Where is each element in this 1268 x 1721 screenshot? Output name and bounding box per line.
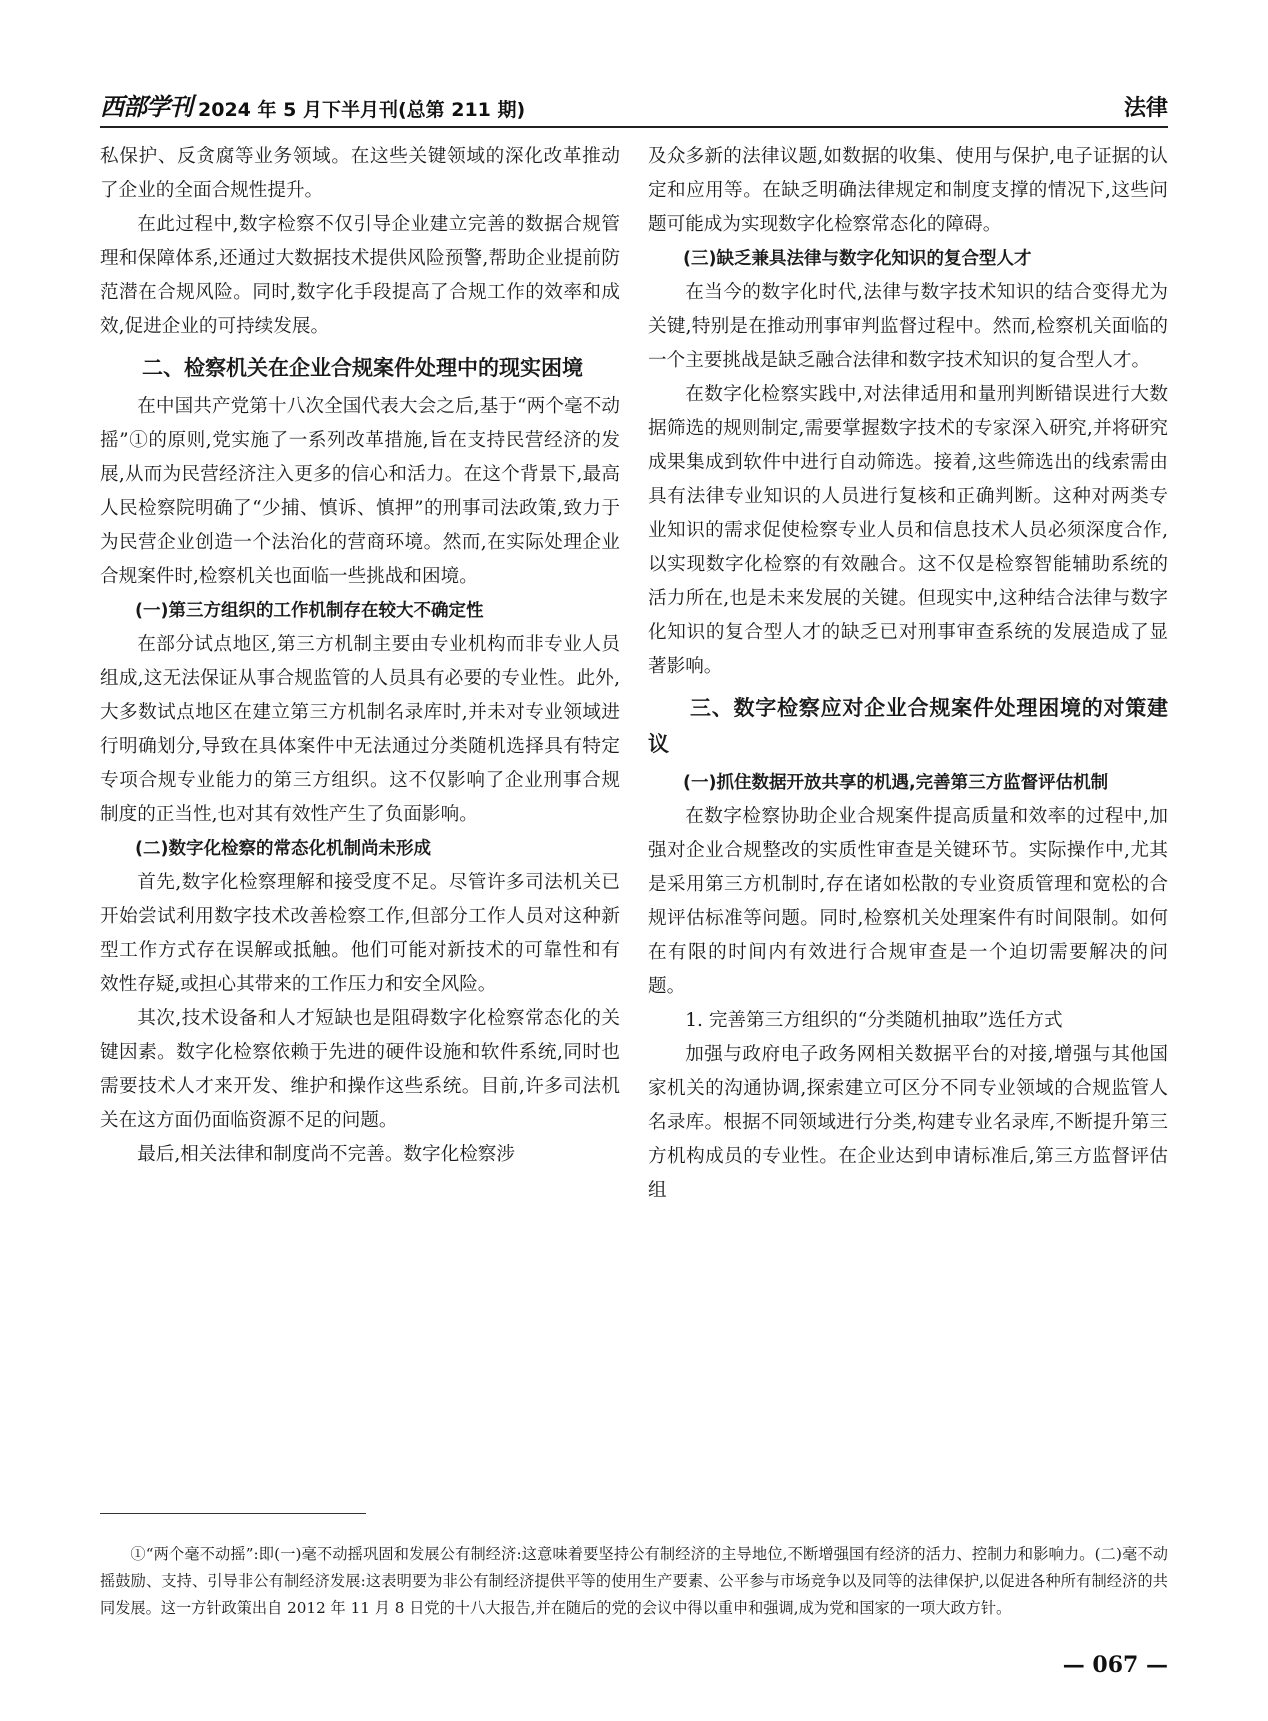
page-number: — 067 — (1062, 1652, 1168, 1678)
left-heading-4: (一)第三方组织的工作机制存在较大不确定性 (135, 601, 484, 621)
left-paragraph-5: 在部分试点地区,第三方机制主要由专业机构而非专业人员组成,这无法保证从事合规监管的人员具有必要的专业性。此外,大多数试点地区在建立第三方机制名录库时,并未对专业领域进行明确划分,导致在具体案件中无法通过分类随机选择具有特定专项合规专业能力的第三方组织。这不仅影响了企业刑事合规制度的正当性,也对其有效性产生了负面影响。 (100, 634, 620, 825)
journal-logo: 西部学刊 (100, 92, 192, 121)
right-heading-5: (一)抓住数据开放共享的机遇,完善第三方监督评估机制 (683, 773, 1109, 793)
right-paragraph-3: 在数字化检察实践中,对法律适用和量刑判断错误进行大数据筛选的规则制定,需要掌握数字技术的专家深入研究,并将研究成果集成到软件中进行自动筛选。接着,这些筛选出的线索需由具有法律专业知识的人员进行复核和正确判断。这种对两类专业知识的需求促使检察专业人员和信息技术人员必须深度合作,以实现数字化检察的有效融合。这不仅是检察智能辅助系统的活力所在,也是未来发展的关键。但现实中,这种结合法律与数字化知识的复合型人才的缺乏已对刑事审查系统的发展造成了显著影响。 (648, 384, 1168, 677)
left-paragraph-1: 在此过程中,数字检察不仅引导企业建立完善的数据合规管理和保障体系,还通过大数据技术提供风险预警,帮助企业提前防范潜在合规风险。同时,数字化手段提高了合规工作的效率和成效,促进企业的可持续发展。 (100, 214, 620, 337)
right-paragraph-6: 在数字检察协助企业合规案件提高质量和效率的过程中,加强对企业合规整改的实质性审查是关键环节。实际操作中,尤其是采用第三方机制时,存在诸如松散的专业资质管理和宽松的合规评估标准等问题。同时,检察机关处理案件有时间限制。如何在有限的时间内有效进行合规审查是一个迫切需要解决的问题。 (648, 806, 1168, 997)
right-paragraph-7: 1. 完善第三方组织的“分类随机抽取”选任方式 (685, 1010, 1063, 1031)
left-heading-2: 二、检察机关在企业合规案件处理中的现实困境 (142, 356, 583, 380)
journal-issue: 2024 年 5 月下半月刊(总第 211 期) (198, 99, 526, 121)
left-paragraph-8: 其次,技术设备和人才短缺也是阻碍数字化检察常态化的关键因素。数字化检察依赖于先进的硬件设施和软件系统,同时也需要技术人才来开发、维护和操作这些系统。目前,许多司法机关在这方面仍面临资源不足的问题。 (100, 1008, 620, 1131)
right-paragraph-2: 在当今的数字化时代,法律与数字技术知识的结合变得尤为关键,特别是在推动刑事审判监督过程中。然而,检察机关面临的一个主要挑战是缺乏融合法律和数字技术知识的复合型人才。 (648, 282, 1168, 371)
right-paragraph-0: 及众多新的法律议题,如数据的收集、使用与保护,电子证据的认定和应用等。在缺乏明确法律规定和制度支撑的情况下,这些问题可能成为实现数字化检察常态化的障碍。 (648, 146, 1168, 235)
right-heading-4: 三、数字检察应对企业合规案件处理困境的对策建议 (648, 696, 1168, 756)
running-header (100, 82, 1168, 128)
footnote-rule (100, 1513, 366, 1514)
journal-info (100, 87, 525, 122)
section-tag: 法律 (1123, 96, 1168, 121)
left-heading-6: (二)数字化检察的常态化机制尚未形成 (135, 839, 431, 859)
left-paragraph-9: 最后,相关法律和制度尚不完善。数字化检察涉 (137, 1144, 515, 1165)
footnote: ①“两个毫不动摇”:即(一)毫不动摇巩固和发展公有制经济:这意味着要坚持公有制经济的主导地位,不断增强国有经济的活力、控制力和影响力。(二)毫不动摇鼓励、支持、引导非公有制经济发展:这表明要为非公有制经济提供平等的使用生产要素、公平参与市场竞争以及同等的法律保护,以促进各种所有制经济的共同发展。这一方针政策出自 2012 年 11 月 8 日党的十八大报告,并在随后的党的会议中得以重申和强调,成为党和国家的一项大政方针。 (100, 1545, 1168, 1618)
left-paragraph-3: 在中国共产党第十八次全国代表大会之后,基于“两个毫不动摇”①的原则,党实施了一系列改革措施,旨在支持民营经济的发展,从而为民营经济注入更多的信心和活力。在这个背景下,最高人民检察院明确了“少捕、慎诉、慎押”的刑事司法政策,致力于为民营企业创造一个法治化的营商环境。然而,在实际处理企业合规案件时,检察机关也面临一些挑战和困境。 (100, 396, 620, 587)
left-paragraph-0: 私保护、反贪腐等业务领域。在这些关键领域的深化改革推动了企业的全面合规性提升。 (100, 146, 620, 201)
right-paragraph-8: 加强与政府电子政务网相关数据平台的对接,增强与其他国家机关的沟通协调,探索建立可区分不同专业领域的合规监管人名录库。根据不同领域进行分类,构建专业名录库,不断提升第三方机构成员的专业性。在企业达到申请标准后,第三方监督评估组 (648, 1044, 1168, 1201)
left-paragraph-7: 首先,数字化检察理解和接受度不足。尽管许多司法机关已开始尝试利用数字技术改善检察工作,但部分工作人员对这种新型工作方式存在误解或抵触。他们可能对新技术的可靠性和有效性存疑,或担心其带来的工作压力和安全风险。 (100, 872, 620, 995)
left-column (100, 140, 620, 1172)
right-heading-1: (三)缺乏兼具法律与数字化知识的复合型人才 (683, 249, 1032, 269)
right-column (648, 140, 1168, 1208)
